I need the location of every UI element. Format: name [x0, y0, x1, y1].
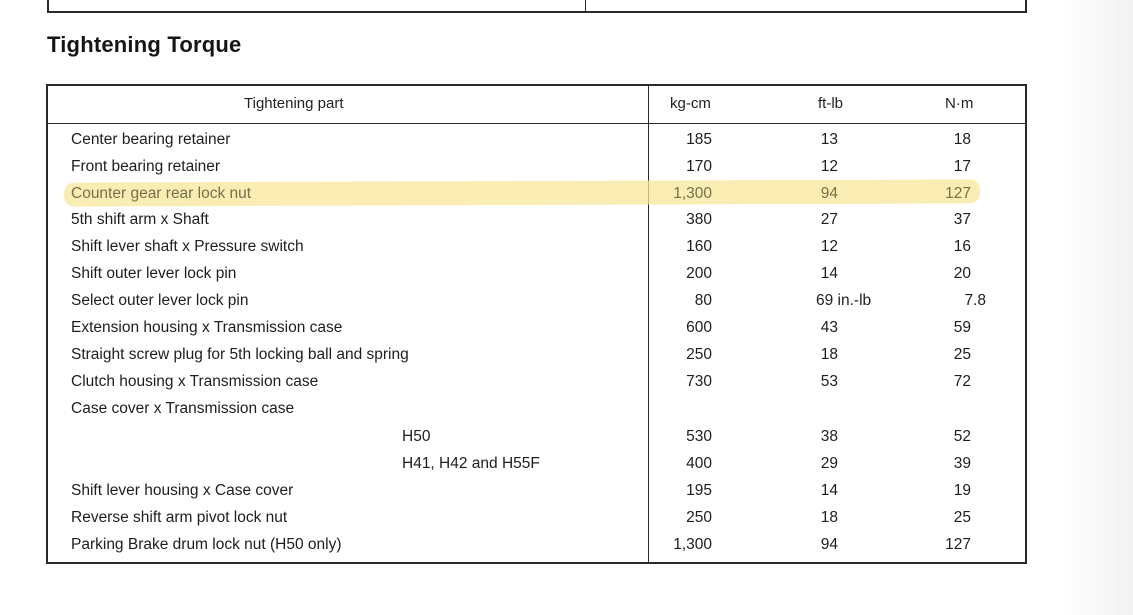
- cell-tightening-part: Center bearing retainer: [71, 131, 231, 148]
- cell-kg-cm: 170: [686, 158, 712, 175]
- cell-model-variant: H41, H42 and H55F: [402, 455, 540, 472]
- cell-kg-cm: 1,300: [673, 536, 712, 553]
- cell-kg-cm: 530: [686, 428, 712, 445]
- cell-tightening-part: Reverse shift arm pivot lock nut: [71, 509, 288, 526]
- cell-kg-cm: 185: [686, 131, 712, 148]
- cell-tightening-part: Parking Brake drum lock nut (H50 only): [71, 536, 342, 553]
- cell-n-m: 52: [953, 428, 971, 445]
- cell-n-m: 20: [953, 265, 971, 282]
- cell-n-m: 19: [953, 482, 971, 499]
- cell-n-m: 39: [953, 455, 971, 472]
- cell-ft-lb: 18: [820, 509, 838, 526]
- table-row: [0, 181, 1133, 207]
- cell-kg-cm: 250: [686, 346, 712, 363]
- table-row: [0, 478, 1133, 504]
- previous-table-bottom: [47, 0, 1027, 13]
- cell-kg-cm: 80: [694, 292, 712, 309]
- table-row: [0, 451, 1133, 477]
- section-title: Tightening Torque: [47, 32, 242, 57]
- cell-ft-lb: 12: [820, 158, 838, 175]
- table-row: [0, 315, 1133, 341]
- cell-ft-lb: 94: [820, 536, 838, 553]
- cell-ft-lb: 14: [820, 265, 838, 282]
- cell-tightening-part: Front bearing retainer: [71, 158, 221, 175]
- cell-n-m: 16: [953, 238, 971, 255]
- previous-table-divider: [585, 0, 586, 13]
- cell-kg-cm: 400: [686, 455, 712, 472]
- cell-kg-cm: 160: [686, 238, 712, 255]
- table-row: [0, 505, 1133, 531]
- cell-ft-lb: 38: [820, 428, 838, 445]
- cell-n-m: 18: [953, 131, 971, 148]
- cell-tightening-part: 5th shift arm x Shaft: [71, 211, 209, 228]
- cell-tightening-part: Shift lever housing x Case cover: [71, 482, 294, 499]
- cell-n-m: 7.8: [964, 292, 986, 309]
- cell-tightening-part: Select outer lever lock pin: [71, 292, 249, 309]
- cell-kg-cm: 730: [686, 373, 712, 390]
- cell-ft-lb: 13: [820, 131, 838, 148]
- cell-tightening-part: Shift lever shaft x Pressure switch: [71, 238, 304, 255]
- cell-tightening-part: Clutch housing x Transmission case: [71, 373, 319, 390]
- header-n-m: N·m: [945, 95, 974, 112]
- table-row: [0, 342, 1133, 368]
- cell-kg-cm: 200: [686, 265, 712, 282]
- cell-kg-cm: 600: [686, 319, 712, 336]
- cell-tightening-part: Extension housing x Transmission case: [71, 319, 343, 336]
- table-row: [0, 234, 1133, 260]
- cell-ft-lb: 94: [820, 185, 838, 202]
- table-row: [0, 127, 1133, 153]
- cell-tightening-part: Case cover x Transmission case: [71, 400, 295, 417]
- cell-n-m: 25: [953, 509, 971, 526]
- header-tightening-part: Tightening part: [244, 95, 344, 112]
- cell-kg-cm: 1,300: [673, 185, 712, 202]
- cell-tightening-part: Straight screw plug for 5th locking ball and spring: [71, 346, 409, 363]
- cell-n-m: 37: [953, 211, 971, 228]
- table-row: [0, 532, 1133, 558]
- table-row: [0, 288, 1133, 314]
- cell-ft-lb: 18: [820, 346, 838, 363]
- cell-n-m: 72: [953, 373, 971, 390]
- cell-ft-lb: 29: [820, 455, 838, 472]
- cell-tightening-part: Counter gear rear lock nut: [71, 185, 252, 202]
- cell-n-m: 127: [945, 536, 971, 553]
- cell-ft-lb: 53: [820, 373, 838, 390]
- table-row: [0, 424, 1133, 450]
- header-ft-lb: ft-lb: [818, 95, 844, 112]
- cell-n-m: 25: [953, 346, 971, 363]
- cell-kg-cm: 250: [686, 509, 712, 526]
- table-row: [0, 154, 1133, 180]
- cell-kg-cm: 380: [686, 211, 712, 228]
- table-row: [0, 396, 1133, 422]
- cell-kg-cm: 195: [686, 482, 712, 499]
- cell-n-m: 17: [953, 158, 971, 175]
- cell-model-variant: H50: [402, 428, 431, 445]
- cell-ft-lb: 69 in.-lb: [816, 292, 872, 309]
- cell-ft-lb: 12: [820, 238, 838, 255]
- table-row: [0, 207, 1133, 233]
- table-row: [0, 369, 1133, 395]
- header-kg-cm: kg-cm: [670, 95, 711, 112]
- cell-tightening-part: Shift outer lever lock pin: [71, 265, 237, 282]
- cell-n-m: 127: [945, 185, 971, 202]
- table-header: [48, 86, 1025, 124]
- table-row: [0, 261, 1133, 287]
- cell-ft-lb: 43: [820, 319, 838, 336]
- cell-n-m: 59: [953, 319, 971, 336]
- cell-ft-lb: 27: [820, 211, 838, 228]
- cell-ft-lb: 14: [820, 482, 838, 499]
